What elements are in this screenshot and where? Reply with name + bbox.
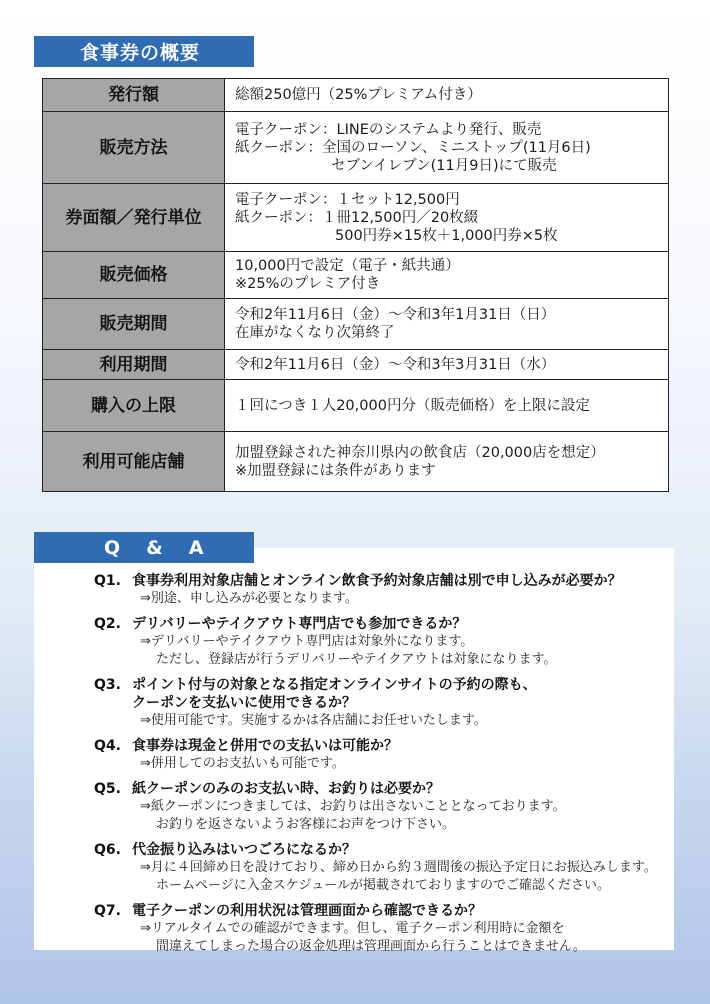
row-value — [225, 350, 669, 380]
qa-heading-a: A — [188, 536, 206, 559]
row-label: 販売価格 — [43, 252, 225, 299]
question — [94, 676, 674, 694]
answer — [94, 633, 674, 669]
row-label: 販売方法 — [43, 112, 225, 184]
qa-item — [94, 902, 674, 956]
row-value — [225, 184, 669, 252]
answer — [94, 712, 674, 730]
table-row — [43, 299, 669, 350]
row-value — [225, 432, 669, 492]
answer-text: ⇒デリバリーやテイクアウト専門店は対象外になります。 — [140, 634, 474, 649]
question-text: 紙クーポンのみのお支払い時、お釣りは必要か？ — [132, 781, 440, 797]
value-line: 10,000円で設定（電子・紙共通） — [235, 258, 460, 274]
answer-text: 間違えてしまった場合の返金処理は管理画面から行うことはできません。 — [156, 939, 586, 954]
row-label: 利用期間 — [43, 350, 225, 380]
question-text: 食事券利用対象店舗とオンライン飲食予約対象店舗は別で申し込みが必要か？ — [132, 573, 622, 589]
qa-heading — [34, 532, 254, 563]
question-number: Q2. — [94, 616, 121, 632]
value-line: 令和2年11月6日（金）～令和3年1月31日（日） — [235, 307, 556, 323]
value-line: １回につき１人20,000円分（販売価格）を上限に設定 — [235, 397, 590, 414]
row-label: 販売期間 — [43, 299, 225, 350]
table-row — [43, 350, 669, 380]
table-row — [43, 432, 669, 492]
question-text: 食事券は現金と併用での支払いは可能か？ — [132, 738, 398, 754]
question — [94, 841, 674, 859]
value-line: 電子クーポン：LINEのシステムより発行、販売 — [235, 121, 542, 138]
answer — [94, 798, 674, 834]
row-value — [225, 299, 669, 350]
overview-table — [42, 78, 669, 492]
qa-item — [94, 780, 674, 834]
question — [94, 615, 674, 633]
question — [94, 737, 674, 755]
value-line: 令和2年11月6日（金）～令和3年3月31日（水） — [235, 356, 556, 373]
row-value — [225, 252, 669, 299]
answer-text: ホームページに入金スケジュールが掲載されておりますのでご確認ください。 — [156, 878, 610, 893]
qa-heading-q: Q — [104, 536, 123, 559]
qa-panel — [34, 548, 674, 954]
value-line: 500円券×15枚＋1,000円券×5枚 — [335, 227, 558, 244]
qa-item — [94, 737, 674, 773]
answer — [94, 755, 674, 773]
answer-text: ⇒別途、申し込みが必要となります。 — [140, 591, 358, 606]
answer — [94, 920, 674, 956]
value-line: 加盟登録された神奈川県内の飲食店（20,000店を想定） — [235, 444, 605, 461]
table-row — [43, 380, 669, 432]
row-label: 購入の上限 — [43, 380, 225, 432]
answer-text: ⇒併用してのお支払いも可能です。 — [140, 756, 345, 771]
value-line: 在庫がなくなり次第終了 — [235, 325, 395, 341]
question-text: デリバリーやテイクアウト専門店でも参加できるか？ — [132, 616, 467, 632]
table-row — [43, 112, 669, 184]
row-value — [225, 79, 669, 112]
question-number: Q1. — [94, 573, 121, 589]
question-number: Q3. — [94, 677, 121, 693]
question-number: Q5. — [94, 781, 121, 797]
question-continued — [94, 694, 674, 712]
qa-item — [94, 615, 674, 669]
question — [94, 572, 674, 590]
answer — [94, 590, 674, 608]
qa-item — [94, 572, 674, 608]
answer-text: ⇒使用可能です。実施するかは各店舗にお任せいたします。 — [140, 713, 487, 728]
overview-heading — [34, 36, 254, 67]
answer-text: ただし、登録店が行うデリバリーやテイクアウトは対象になります。 — [156, 652, 557, 667]
question-text: 代金振り込みはいつごろになるか？ — [132, 842, 356, 858]
answer-text: ⇒紙クーポンにつきましては、お釣りは出さないこととなっております。 — [140, 799, 566, 814]
question — [94, 780, 674, 798]
row-label: 券面額／発行単位 — [43, 184, 225, 252]
row-value — [225, 380, 669, 432]
value-line: セブンイレブン(11月9日)にて販売 — [331, 157, 557, 174]
value-line: ※25%のプレミア付き — [235, 276, 381, 292]
question-text: ポイント付与の対象となる指定オンラインサイトの予約の際も、 — [132, 677, 537, 693]
answer-text: ⇒リアルタイムでの確認ができます。但し、電子クーポン利用時に金額を — [140, 921, 565, 936]
question-number: Q7. — [94, 903, 121, 919]
question-text: クーポンを支払いに使用できるか？ — [132, 695, 356, 711]
value-line: 電子クーポン：１セット12,500円 — [235, 191, 460, 208]
qa-item — [94, 676, 674, 730]
row-label: 利用可能店舗 — [43, 432, 225, 492]
answer-text: お釣りを返さないようお客様にお声をつけ下さい。 — [156, 817, 456, 832]
table-row — [43, 79, 669, 112]
value-line: ※加盟登録には条件があります — [235, 462, 436, 479]
value-line: 紙クーポン：１冊12,500円／20枚綴 — [235, 209, 479, 226]
value-line: 紙クーポン：全国のローソン、ミニストップ(11月6日) — [235, 139, 591, 156]
answer — [94, 859, 674, 895]
answer-text: ⇒月に４回締め日を設けており、締め日から約３週間後の振込予定日にお振込みします。 — [140, 860, 657, 875]
question — [94, 902, 674, 920]
table-row — [43, 184, 669, 252]
qa-heading-amp: & — [146, 536, 165, 559]
table-row — [43, 252, 669, 299]
qa-item — [94, 841, 674, 895]
question-number: Q4. — [94, 738, 121, 754]
row-label: 発行額 — [43, 79, 225, 112]
overview-heading-text: 食事券の概要 — [80, 42, 201, 64]
row-value — [225, 112, 669, 184]
value-line: 総額250億円（25%プレミアム付き） — [235, 87, 482, 103]
question-text: 電子クーポンの利用状況は管理画面から確認できるか？ — [132, 903, 482, 919]
question-number: Q6. — [94, 842, 121, 858]
